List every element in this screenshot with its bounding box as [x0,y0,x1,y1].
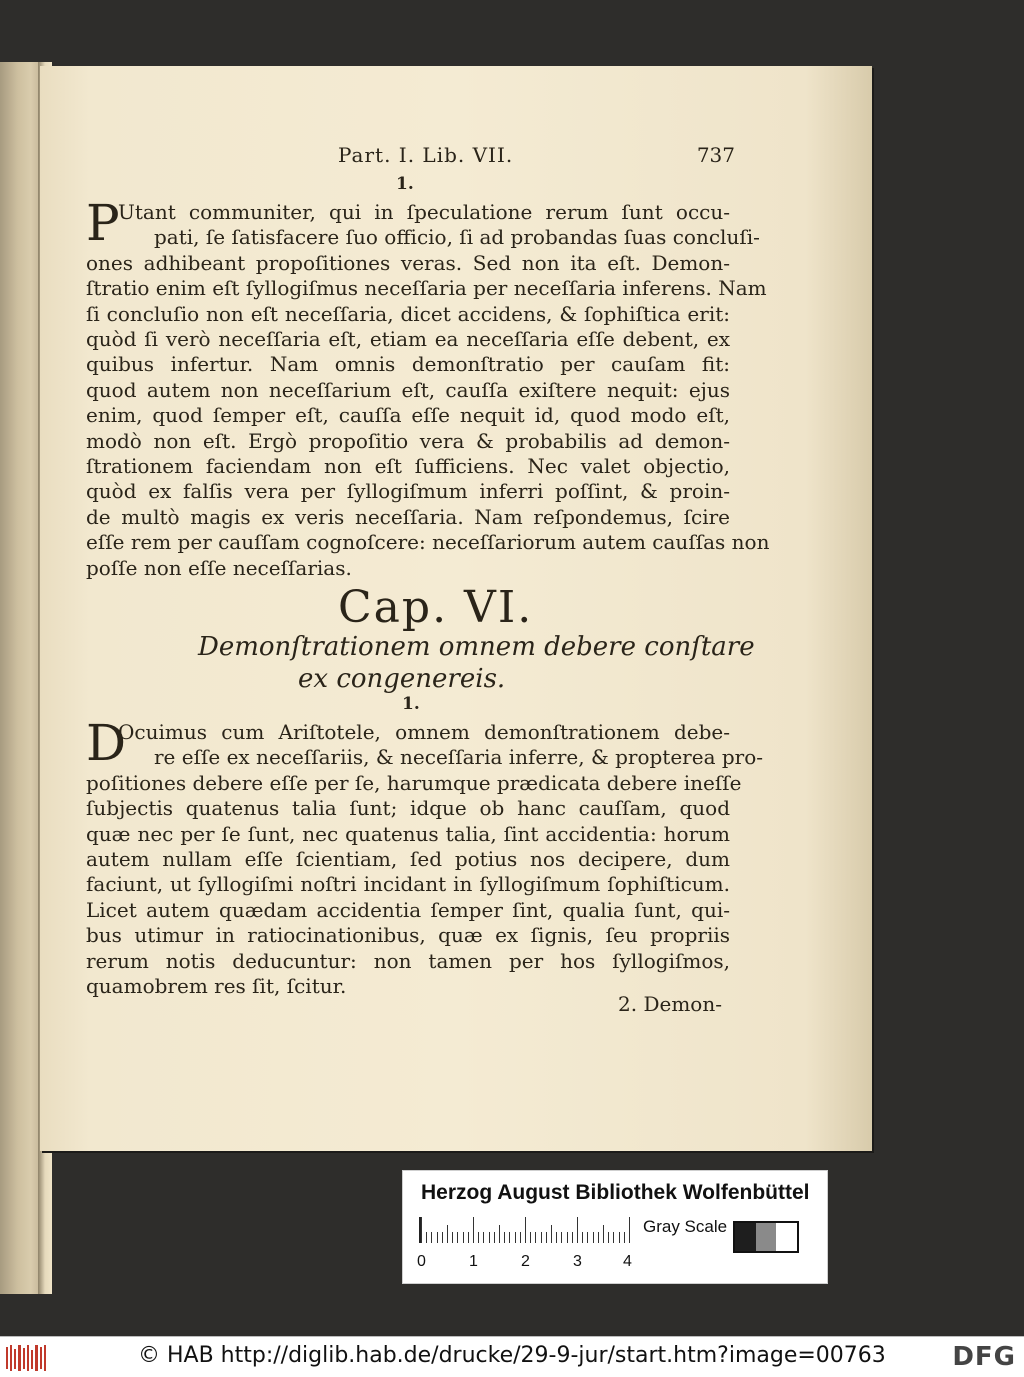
ruler-tick [546,1232,547,1243]
text-line: poſſe non eſſe neceſſarias. [86,555,352,580]
ruler-tick [561,1232,562,1243]
text-line: quòd ſi verò neceſſaria eſt, etiam ea neceſſaria eſſe debent, ex [86,327,730,352]
text-line: bus utimur in ratiocinationibus, quæ ex ſignis, ſeu propriis [86,923,730,948]
text-line: re eſſe ex neceſſariis, & neceſſaria inferre, & propterea pro- [154,745,764,770]
text-line: quod autem non neceſſarium eſt, cauſſa exiſtere nequit: ejus [86,377,730,402]
running-head: Part. I. Lib. VII. [338,143,514,167]
text-line: poſitiones debere eſſe per ſe, harumque prædicata debere ineſſe [86,770,742,795]
ruler-tick [442,1232,443,1243]
section-number: 1. [402,694,420,714]
ruler-tick [463,1232,464,1243]
text-line: pati, ſe ſatisfacere ſuo officio, ſi ad probandas ſuas concluſi- [154,225,760,250]
text-line: quibus infertur. Nam omnis demonſtratio per cauſam fit: [86,352,730,377]
text-line: enim, quod ſemper eſt, cauſſa eſſe nequit id, quod modo eſt, [86,403,730,428]
ruler-number: 0 [417,1253,426,1270]
ruler-tick [468,1232,469,1243]
ruler-tick [509,1232,510,1243]
ruler-tick [535,1232,536,1243]
catchword: 2. Demon- [618,992,722,1016]
footer-bar [0,1336,1024,1377]
ruler-tick [426,1232,427,1243]
ruler-tick [613,1232,614,1243]
gray-scale-swatch [733,1221,799,1253]
drop-capital: P [86,194,120,252]
ruler-tick [608,1232,609,1243]
ruler-tick [483,1232,484,1243]
ruler-tick [551,1225,552,1243]
section-number: 1. [396,174,414,194]
ruler-tick [541,1232,542,1243]
text-line: faciunt, ut ſyllogiſmi noſtri incidant in ſyllogiſmum ſophiſticum. [86,872,730,897]
ruler-tick [515,1232,516,1243]
ruler-tick [489,1232,490,1243]
ruler-tick [582,1232,583,1243]
library-label [402,1170,828,1284]
text-line: ſubjectis quatenus talia ſunt; idque ob hanc cauſſam, quod [86,796,730,821]
ruler-number: 3 [573,1253,582,1270]
chapter-heading: Cap. VI. [338,582,534,633]
ruler-number: 4 [623,1253,632,1270]
ruler-tick [499,1225,500,1243]
measurement-ruler [419,1217,635,1243]
text-line: ſi concluſio non eſt neceſſaria, dicet accidens, & ſophiſtica erit: [86,301,730,326]
ruler-tick [587,1232,588,1243]
page-text-block [78,66,770,1151]
ruler-tick [525,1217,526,1243]
footer-url[interactable]: © HAB http://diglib.hab.de/drucke/29-9-jur/start.htm?image=00763 [138,1343,886,1368]
ruler-tick [593,1232,594,1243]
ruler-tick [452,1232,453,1243]
text-line: Utant communiter, qui in ſpeculatione rerum ſunt occu- [118,200,730,224]
ruler-tick [421,1217,422,1243]
ruler-tick [603,1225,604,1243]
paragraph-1 [86,200,770,581]
ruler-tick [530,1232,531,1243]
ruler-tick [572,1232,573,1243]
chapter-title-line-2: ex congenereis. [298,664,506,694]
text-line: de multò magis ex veris neceſſaria. Nam reſpondemus, ſcire [86,504,730,529]
book-page [40,66,872,1151]
text-line: ſtrationem faciendam non eſt ſufficiens. Nec valet objectio, [86,454,730,479]
ruler-tick [431,1232,432,1243]
text-line: eſſe rem per cauſſam cognoſcere: neceſſariorum autem cauſſas non [86,530,770,555]
library-name: Herzog August Bibliothek Wolfenbüttel [421,1181,810,1204]
ruler-tick [619,1232,620,1243]
ruler-tick [556,1232,557,1243]
ruler-tick [520,1232,521,1243]
drop-capital: D [86,714,127,772]
text-line: quæ nec per ſe ſunt, nec quatenus talia, ſint accidentia: horum [86,821,730,846]
ruler-tick [598,1232,599,1243]
ruler-number: 2 [521,1253,530,1270]
text-line: Ocuimus cum Ariſtotele, omnem demonſtrationem debe- [118,720,730,744]
text-line: quamobrem res ſit, ſcitur. [86,974,347,999]
ruler-tick [447,1225,448,1243]
ruler-tick [494,1232,495,1243]
ruler-tick [504,1232,505,1243]
dfg-logo: DFG [952,1342,1016,1372]
ruler-tick [478,1232,479,1243]
hab-barcode-icon [6,1345,46,1371]
ruler-tick [473,1217,474,1243]
ruler-tick [577,1217,578,1243]
text-line: ſtratio enim eſt ſyllogiſmus neceſſaria per neceſſaria inferens. Nam [86,276,767,301]
text-line: quòd ex falſis vera per ſyllogiſmum inferri poſſint, & proin- [86,479,730,504]
gray-swatch-mid [756,1223,777,1251]
text-line: modò non eſt. Ergò propoſitio vera & probabilis ad demon- [86,428,730,453]
text-line: autem nullam eſſe ſcientiam, ſed potius nos decipere, dum [86,847,730,872]
page-number: 737 [696,143,735,167]
gray-swatch-dark [735,1223,756,1251]
text-line: Licet autem quædam accidentia ſemper ſint, qualia ſunt, qui- [86,897,730,922]
ruler-tick [624,1232,625,1243]
ruler-tick [437,1232,438,1243]
text-line: rerum notis deducuntur: non tamen per hos ſyllogiſmos, [86,948,730,973]
ruler-number: 1 [469,1253,478,1270]
ruler-tick [629,1217,630,1243]
gray-scale-label: Gray Scale [643,1217,728,1236]
ruler-tick [457,1232,458,1243]
gray-swatch-white [776,1223,797,1251]
text-line: ones adhibeant propoſitiones veras. Sed non ita eſt. Demon- [86,250,730,275]
ruler-tick [567,1232,568,1243]
chapter-title-line-1: Demonſtrationem omnem debere conſtare [198,632,755,662]
paragraph-2 [86,720,764,999]
